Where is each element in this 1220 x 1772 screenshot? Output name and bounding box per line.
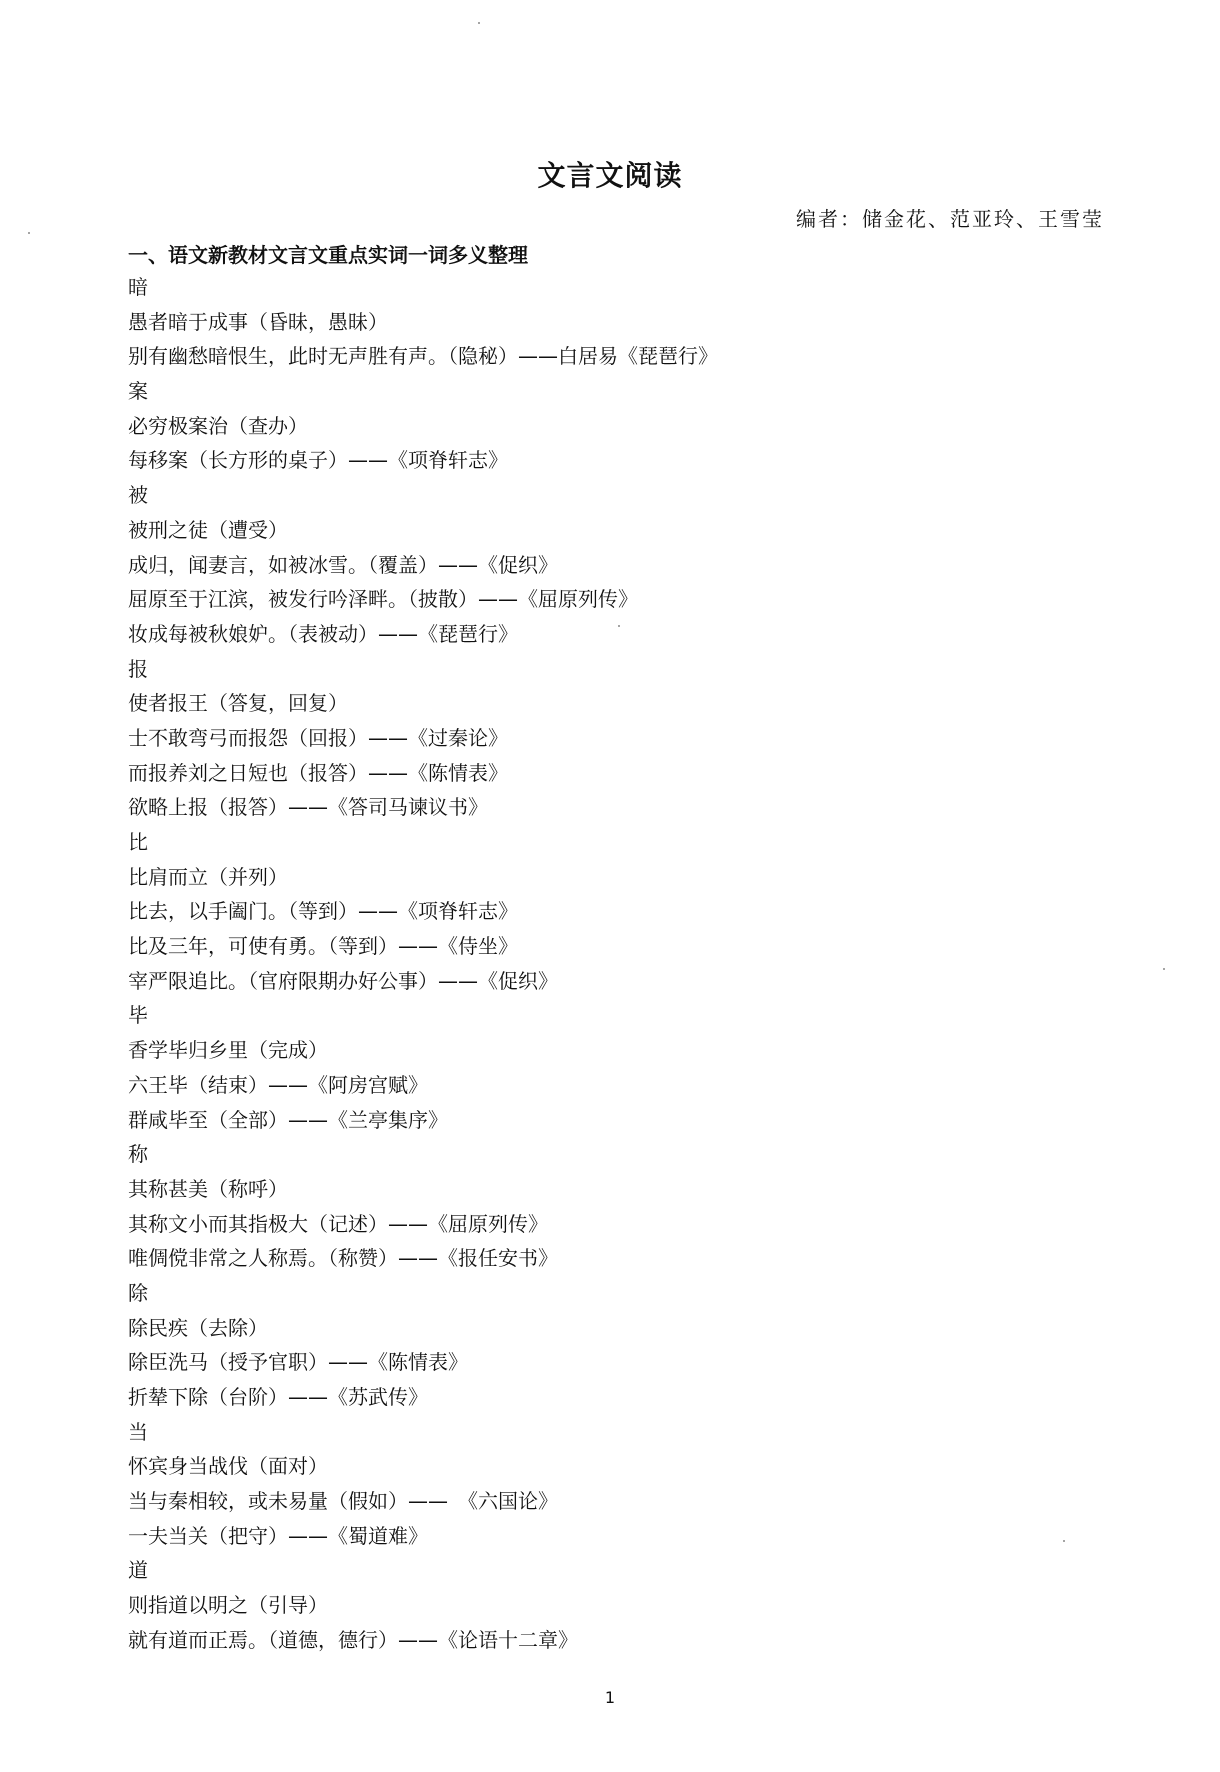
entry-line: 被刑之徒（遭受） (128, 517, 288, 542)
entry-line: 而报养刘之日短也（报答）——《陈情表》 (128, 760, 508, 785)
entry-line: 报 (128, 656, 148, 681)
entry-line: 成归，闻妻言，如被冰雪。（覆盖）——《促织》 (128, 552, 558, 577)
entry-line: 欲略上报（报答）——《答司马谏议书》 (128, 795, 488, 820)
entry-line: 比 (128, 830, 148, 854)
entry-line: 除民疾（去除） (128, 1315, 268, 1340)
entry-line: 则指道以明之（引导） (128, 1593, 328, 1618)
entry-line: 怀宾身当战伐（面对） (128, 1454, 328, 1479)
entry-line: 必穷极案治（查办） (128, 413, 308, 438)
entry-line: 除 (128, 1280, 148, 1305)
section-heading: 一、语文新教材文言文重点实词一词多义整理 (128, 243, 528, 267)
entry-line: 案 (128, 379, 148, 404)
authors-line: 编者：储金花、范亚玲、王雪莹 (796, 207, 1104, 231)
entry-line: 唯倜傥非常之人称焉。（称赞）——《报任安书》 (128, 1246, 558, 1271)
entry-list (128, 270, 1128, 1658)
entry-line: 比去，以手阖门。（等到）——《项脊轩志》 (128, 899, 518, 924)
entry-line: 比及三年，可使有勇。（等到）——《侍坐》 (128, 934, 518, 959)
entry-line: 暗 (128, 275, 148, 299)
entry-line: 其称文小而其指极大（记述）——《屈原列传》 (128, 1211, 548, 1236)
entry-line: 愚者暗于成事（昏昧，愚昧） (128, 309, 388, 334)
entry-line: 宰严限追比。（官府限期办好公事）——《促织》 (128, 968, 558, 993)
entry-line: 被 (128, 483, 148, 508)
entry-line: 别有幽愁暗恨生，此时无声胜有声。（隐秘）——白居易《琵琶行》 (128, 344, 718, 369)
entry-line: 比肩而立（并列） (128, 864, 288, 889)
entry-line: 毕 (128, 1003, 148, 1028)
scan-speck (28, 232, 30, 234)
entry-line: 妆成每被秋娘妒。（表被动）——《琵琶行》 (128, 621, 518, 646)
entry-line: 使者报王（答复，回复） (128, 691, 348, 716)
scan-speck (478, 22, 480, 24)
entry-line: 屈原至于江滨，被发行吟泽畔。（披散）——《屈原列传》 (128, 587, 638, 612)
entry-line: 六王毕（结束）——《阿房宫赋》 (128, 1072, 428, 1097)
entry-line: 称 (128, 1142, 148, 1167)
entry-line: 当与秦相较，或未易量（假如）—— 《六国论》 (128, 1489, 558, 1514)
entry-line: 除臣洗马（授予官职）——《陈情表》 (128, 1350, 468, 1375)
entry-line: 士不敢弯弓而报怨（回报）——《过秦论》 (128, 725, 508, 750)
entry-line: 道 (128, 1558, 148, 1583)
entry-line: 就有道而正焉。（道德，德行）——《论语十二章》 (128, 1627, 578, 1652)
entry-line: 香学毕归乡里（完成） (128, 1038, 328, 1063)
entry-line: 群咸毕至（全部）——《兰亭集序》 (128, 1107, 448, 1132)
entry-line: 每移案（长方形的桌子）——《项脊轩志》 (128, 448, 508, 473)
scan-speck (1163, 968, 1165, 970)
scan-speck (618, 625, 620, 627)
entry-line: 当 (128, 1419, 148, 1444)
entry-line: 折辇下除（台阶）——《苏武传》 (128, 1385, 428, 1409)
scan-speck (1063, 1540, 1065, 1542)
document-title: 文言文阅读 (537, 159, 683, 192)
entry-line: 一夫当关（把守）——《蜀道难》 (128, 1523, 428, 1548)
page-number: 1 (604, 1688, 616, 1707)
entry-line: 其称甚美（称呼） (128, 1176, 288, 1201)
